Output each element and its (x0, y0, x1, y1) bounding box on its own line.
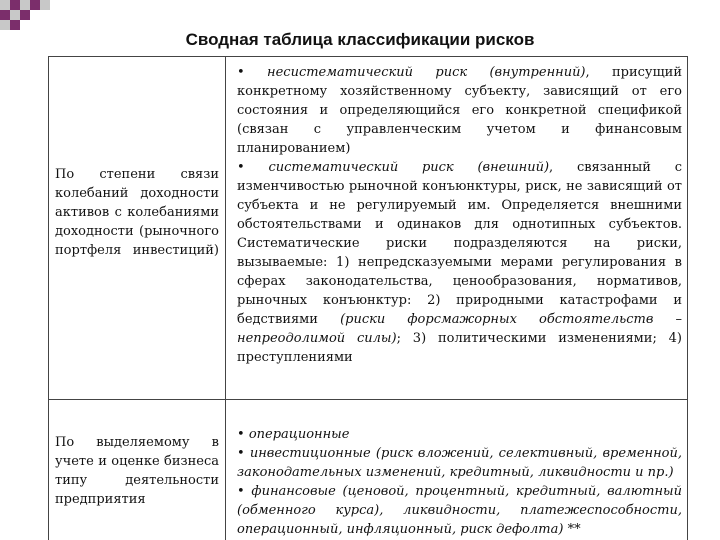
row-divider (49, 399, 687, 400)
risk-term: финансовые (ценовой, процентный, кредитный, валютный (обменного курса), ликвидности, платежеспособности, операционный, инфляционный, риск дефолта) ** (237, 484, 682, 537)
risk-description-tail: ; 3) политическими изменениями; 4) преступлениями (237, 331, 682, 365)
description-cell (237, 425, 682, 539)
risk-item (237, 425, 682, 444)
risk-term: несистематический риск (внутренний) (267, 65, 586, 80)
bullet: • (237, 65, 245, 80)
description-cell (237, 63, 682, 367)
criterion-text: По степени связи колебаний доходности активов с колебаниями доходности (рыночного портфеля инвестиций) (55, 167, 219, 258)
risk-classification-table (48, 56, 688, 540)
bullet: • (237, 446, 245, 461)
bullet: • (237, 427, 245, 442)
risk-item (237, 63, 682, 158)
risk-item (237, 482, 682, 539)
risk-term: инвестиционные (риск вложений, селективный, временной, законодательных изменений, кредитный, ликвидности и пр.) (237, 446, 682, 480)
criterion-cell (55, 433, 219, 509)
risk-description: , связанный с изменчивостью рыночной конъюнктуры, риск, не зависящий от субъекта и не регулируемый им. Определяется внешними обстоятельствами и одинаков для однотипных субъектов. Систематические риски подразделяются на риски, вызываемые: 1) непредсказуемыми мерами регулирования в сферах законодательства, ценообразования, нормативов, рыночных конъюнктур: 2) природными катастрофами и бедствиями (237, 160, 682, 327)
bullet: • (237, 484, 245, 499)
risk-term: операционные (248, 427, 350, 442)
page-title: Сводная таблица классификации рисков (185, 30, 535, 49)
column-divider (225, 57, 226, 540)
bullet: • (237, 160, 245, 175)
risk-item (237, 158, 682, 367)
risk-description: , присущий конкретному хозяйственному субъекту, зависящий от его состояния и определяющийся его конкретной спецификой (связан с управленческим учетом и финансовым планированием) (237, 65, 682, 156)
criterion-cell (55, 165, 219, 260)
risk-term-secondary: (риски форсмажорных обстоятельств – непреодолимой силы) (237, 312, 682, 346)
risk-term: систематический риск (внешний) (268, 160, 550, 175)
criterion-text: По выделяемому в учете и оценке бизнеса типу деятельности предприятия (55, 435, 219, 507)
risk-item (237, 444, 682, 482)
